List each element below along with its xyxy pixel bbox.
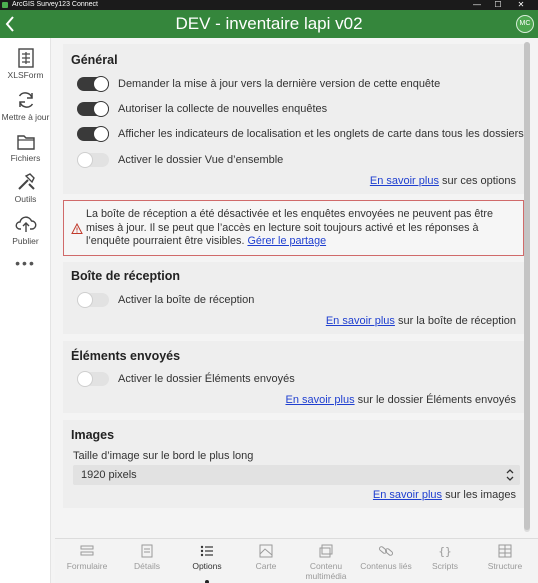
learn-more-suffix: sur ces options xyxy=(438,175,516,187)
image-size-label: Taille d’image sur le bord le plus long xyxy=(73,450,254,462)
tab-map[interactable] xyxy=(236,544,296,571)
tools-icon xyxy=(16,172,36,192)
vertical-scrollbar[interactable] xyxy=(524,42,530,532)
cloud-upload-icon xyxy=(15,214,37,234)
tab-label: Scripts xyxy=(432,561,458,571)
close-button[interactable]: ✕ xyxy=(517,0,525,9)
link-icon xyxy=(378,544,394,558)
learn-more-link[interactable]: En savoir plus xyxy=(372,489,443,501)
sidebar-item-label: Outils xyxy=(14,194,37,204)
window-titlebar xyxy=(0,0,538,10)
sidebar-item-update[interactable] xyxy=(0,90,51,122)
toggle-overview-folder[interactable] xyxy=(77,153,109,167)
tab-label: Structure xyxy=(487,561,523,571)
details-icon xyxy=(139,544,155,558)
page-title: DEV - inventaire lapi v02 xyxy=(175,14,363,33)
media-icon xyxy=(318,544,334,558)
table-icon xyxy=(497,544,513,558)
tab-label: Contenus liés xyxy=(360,561,412,571)
sidebar-item-publish[interactable] xyxy=(0,214,51,246)
setting-label: Autoriser la collecte de nouvelles enquêtes xyxy=(118,103,328,115)
sidebar-item-label: Fichiers xyxy=(10,153,41,163)
sidebar xyxy=(0,38,51,583)
setting-label: Demander la mise à jour vers la dernière version de cette enquête xyxy=(118,78,441,90)
tab-linked-content[interactable] xyxy=(356,544,416,571)
learn-more-suffix: sur le dossier Éléments envoyés xyxy=(354,394,516,406)
refresh-icon xyxy=(16,90,36,110)
image-size-select[interactable] xyxy=(73,465,520,485)
tab-structure[interactable] xyxy=(475,544,535,571)
section-title-images: Images xyxy=(71,428,115,442)
avatar[interactable]: MC xyxy=(516,15,534,33)
sidebar-item-xlsform[interactable] xyxy=(0,48,51,80)
toggle-allow-collect[interactable] xyxy=(77,102,109,116)
scrollbar-thumb[interactable] xyxy=(524,42,530,530)
tab-media[interactable] xyxy=(296,544,356,581)
app-header xyxy=(0,10,538,38)
learn-more-suffix: sur les images xyxy=(442,489,516,501)
sidebar-item-label: XLSForm xyxy=(7,70,44,80)
tab-scripts[interactable] xyxy=(415,544,475,571)
learn-more-sent xyxy=(285,394,516,406)
chevron-updown-icon xyxy=(506,468,514,482)
app-icon xyxy=(2,2,8,8)
svg-text:{}: {} xyxy=(438,545,452,558)
options-page xyxy=(55,38,538,538)
manage-sharing-link[interactable]: Gérer le partage xyxy=(247,235,327,247)
alert-text: La boîte de réception a été désactivée et les enquêtes envoyées ne peuvent pas être mises à jour. Il se peut que l’accès en lecture soit toujours activé et les réponses à l’enquête pourraient être visibles. xyxy=(86,208,493,247)
toggle-sent-folder[interactable] xyxy=(77,372,109,386)
section-general xyxy=(63,44,524,194)
learn-more-link[interactable]: En savoir plus xyxy=(325,315,395,327)
setting-label: Activer le dossier Éléments envoyés xyxy=(118,373,295,385)
scripts-icon xyxy=(437,544,453,558)
tab-label: Carte xyxy=(255,561,277,571)
learn-more-link[interactable]: En savoir plus xyxy=(369,175,439,187)
section-inbox xyxy=(63,262,524,334)
learn-more-inbox xyxy=(326,315,516,327)
sidebar-item-label: Publier xyxy=(12,236,39,246)
tab-form[interactable] xyxy=(57,544,117,571)
tab-label: Formulaire xyxy=(66,561,108,571)
bottom-tab-bar xyxy=(55,538,538,583)
toggle-location-indicators[interactable] xyxy=(77,127,109,141)
setting-label: Activer le dossier Vue d’ensemble xyxy=(118,154,284,166)
folder-icon xyxy=(16,133,36,151)
sidebar-item-tools[interactable] xyxy=(0,172,51,204)
tab-details[interactable] xyxy=(117,544,177,571)
tab-options[interactable] xyxy=(177,544,237,571)
section-images xyxy=(63,420,524,508)
window-title: ArcGIS Survey123 Connect xyxy=(12,1,98,8)
options-icon xyxy=(199,544,215,558)
section-title-general: Général xyxy=(71,53,118,67)
tab-label: Détails xyxy=(134,561,160,571)
image-size-value: 1920 pixels xyxy=(81,469,137,481)
learn-more-general xyxy=(370,175,516,187)
excel-icon xyxy=(17,48,35,68)
alert-message xyxy=(86,208,516,249)
maximize-button[interactable]: ☐ xyxy=(494,0,502,9)
section-title-inbox: Boîte de réception xyxy=(71,269,181,283)
inbox-disabled-alert xyxy=(63,200,524,256)
minimize-button[interactable]: — xyxy=(473,0,481,9)
section-title-sent: Éléments envoyés xyxy=(71,349,181,363)
setting-label: Activer la boîte de réception xyxy=(118,294,255,306)
form-icon xyxy=(79,544,95,558)
setting-label: Afficher les indicateurs de localisation et les onglets de carte dans tous les dossiers xyxy=(118,128,524,140)
warning-icon xyxy=(71,223,83,235)
more-menu-button[interactable]: ••• xyxy=(15,255,36,271)
sidebar-item-label: Mettre à jour xyxy=(1,112,50,122)
sidebar-item-files[interactable] xyxy=(0,133,51,163)
toggle-inbox[interactable] xyxy=(77,293,109,307)
learn-more-link[interactable]: En savoir plus xyxy=(285,394,355,406)
toggle-update-prompt[interactable] xyxy=(77,77,109,91)
map-icon xyxy=(258,544,274,558)
learn-more-images xyxy=(373,489,516,501)
tab-label: Options xyxy=(192,561,222,571)
learn-more-suffix: sur la boîte de réception xyxy=(394,315,516,327)
section-sent xyxy=(63,341,524,413)
tab-label: Contenu multimédia xyxy=(305,561,347,581)
